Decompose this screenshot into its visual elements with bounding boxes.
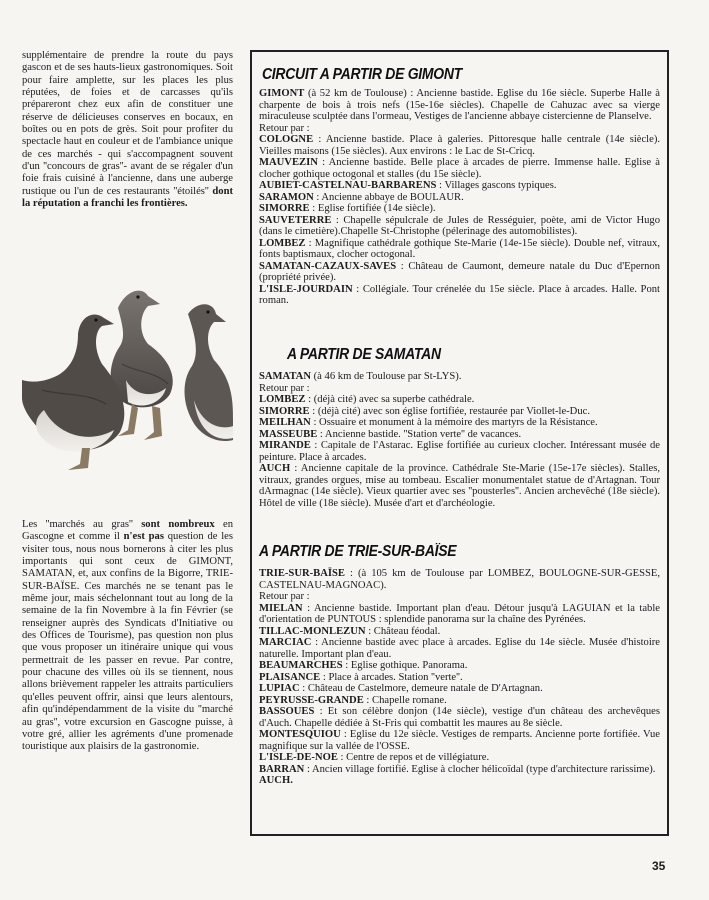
place-name: GIMONT [259, 88, 305, 99]
place-entry [259, 603, 660, 626]
markets-bold-2: n'est pas [123, 531, 164, 543]
place-entry [259, 637, 660, 660]
place-name: SIMORRE [259, 405, 310, 417]
place-entry [259, 394, 660, 406]
place-name: PLAISANCE [259, 671, 321, 683]
place-description: : Ancienne capitale de la province. Cathédrale Ste-Marie (15e-17e siècles). Stalles, vitraux, grandes orgues, mise au tombeau. Escalier monumentalet statue de d'Artagnan. Tour dArmagnac (14e siècle). Vieux quartier avec ses ''pousterles''. Ancien archevêché (18e siècle). Hôtel de ville (18e siècle). Musée d'art et d'archéologie. [259, 463, 660, 509]
place-entry [259, 463, 660, 509]
place-entry [259, 683, 660, 695]
place-name: PEYRUSSE-GRANDE [259, 694, 364, 706]
place-description: : (déjà cité) avec son église fortifiée, restaurée par Viollet-le-Duc. [309, 405, 590, 417]
place-entry [259, 775, 660, 787]
place-entry [259, 440, 660, 463]
retour-label: Retour par : [259, 591, 310, 602]
place-name: BEAUMARCHES [259, 660, 343, 671]
markets-text-column [22, 519, 233, 754]
section-body-samatan [259, 371, 660, 509]
place-description: : Château de Castelmore, demeure natale de D'Artagnan. [299, 683, 543, 694]
place-description: : Ancien village fortifié. Eglise à clocher hélicoïdal (type d'architecture rarissime). [304, 763, 656, 775]
goose-right [185, 304, 234, 441]
intro-paragraph [22, 50, 233, 210]
markets-text-mid: en Gascogne et comme il [22, 519, 233, 543]
section-title-gimont: CIRCUIT A PARTIR DE GIMONT [262, 66, 462, 83]
section-body-gimont [259, 88, 660, 307]
place-name: SAUVETERRE [259, 214, 332, 226]
place-entry [259, 406, 660, 418]
place-description: : (déjà cité) avec sa superbe cathédrale. [305, 394, 475, 405]
place-entry [259, 238, 660, 261]
place-entry [259, 706, 660, 729]
place-name: SAMATAN-CAZAUX-SAVES [259, 260, 397, 272]
goose-front [22, 315, 124, 470]
place-description: : Place à arcades. Station ''verte''. [320, 671, 463, 683]
section-title-trie: A PARTIR DE TRIE-SUR-BAÏSE [259, 543, 457, 560]
place-entry [259, 203, 660, 215]
intro-entry [259, 371, 660, 383]
place-description: : Ancienne bastide. Belle place à arcades de pierre. Immense halle. Eglise à clocher gothique octogonal et stalles (du 15e siècle). [259, 157, 660, 180]
markets-paragraph [22, 519, 233, 754]
place-description: : Château féodal. [365, 625, 441, 637]
place-name: COLOGNE [259, 134, 314, 145]
markets-text-start: Les ''marchés au gras'' [22, 519, 133, 530]
place-entry [259, 157, 660, 180]
place-name: AUCH. [259, 775, 293, 786]
place-description: : Centre de repos et de villégiature. [337, 752, 490, 763]
place-name: MEILHAN [259, 417, 311, 428]
place-description: : Ancienne bastide. Important plan d'eau. Détour jusqu'à LAGUIAN et la table d'orientation de PUNTOUS : splendide panorama sur la chaîne des Pyrénées. [259, 602, 660, 625]
place-description: (à 46 km de Toulouse par St-LYS). [311, 371, 462, 382]
place-entry [259, 192, 660, 204]
intro-entry [259, 568, 660, 591]
intro-text-column [22, 50, 233, 210]
entry-list [259, 394, 660, 509]
place-description: : Et son célèbre donjon (14e siècle), vestige d'un château des archevêques d'Auch. Chapelle dédiée à St-Fris qui combattit les maures au 8e siècle. [259, 706, 660, 729]
place-description: : Capitale de l'Astarac. Eglise fortifiée au curieux clocher. Intéressant musée de peinture. Place à arcades. [259, 440, 660, 463]
place-name: TILLAC-MONLEZUN [259, 625, 366, 637]
entry-list [259, 603, 660, 787]
place-name: SARAMON [259, 191, 314, 203]
place-description: : Villages gascons typiques. [436, 180, 557, 191]
place-entry [259, 261, 660, 284]
place-entry [259, 672, 660, 684]
markets-text-rest: question de les visiter tous, nous nous bornerons à citer les plus importants qui sont ceux de GIMONT, SAMATAN, et, aux confins de la Bigorre, TRIE-SUR-BAÏSE. Ces marchés ne se tenant pas le même jour, mais séchelonnant tout au long de la semaine de la fin Novembre à la fin Février (se renseigner auprès des Syndicats d'Initiative ou des Offices de Tourisme), pas question non plus que vous proposer un itinéraire unique qui vous permettrait de les passer en revue. Par contre, pour chacune des villes où ils se tiennent, nous allons brièvement rappeler les attraits particuliers qu'elles peuvent offrir, ainsi que leurs alentours, afin qu'indépendamment de la visite du ''marché au gras'', votre excursion en Gascogne puisse, à votre gré, allier les agréments d'une promenade touristique aux plaisirs de la gastronomie. [22, 531, 233, 753]
page-number: 35 [652, 859, 666, 873]
place-name: L'ISLE-JOURDAIN [259, 283, 353, 295]
geese-photo [22, 280, 233, 475]
entry-list [259, 134, 660, 307]
place-description: : Eglise fortifiée (14e siècle). [309, 203, 436, 214]
retour-label: Retour par : [259, 382, 310, 394]
place-name: L'ISLE-DE-NOE [259, 752, 338, 763]
place-name: MIELAN [259, 602, 303, 614]
markets-bold-1: sont nombreux [141, 519, 215, 530]
place-entry [259, 695, 660, 707]
place-name: BARRAN [259, 763, 305, 775]
retour-label: Retour par : [259, 122, 310, 134]
place-description: : Château de Caumont, demeure natale du Duc d'Epernon (propriété privée). [259, 260, 660, 283]
place-entry [259, 134, 660, 157]
section-title-samatan: A PARTIR DE SAMATAN [287, 346, 441, 363]
place-entry [259, 417, 660, 429]
place-entry [259, 752, 660, 764]
place-entry [259, 626, 660, 638]
place-entry [259, 764, 660, 776]
place-entry [259, 284, 660, 307]
place-name: AUCH [259, 463, 291, 474]
place-name: LOMBEZ [259, 394, 306, 405]
place-name: MASSEUBE [259, 428, 318, 440]
place-name: TRIE-SUR-BAÏSE [259, 568, 345, 579]
intro-text: supplémentaire de prendre la route du pays gascon et de ses hauts-lieux gastronomiques. Soit pour faire amplette, sur les places les plus réputées, de foies et de carcasses qu'ils prépareront chez eux afin de constituer une réserve de délicieuses conserves en bocaux, en boîtes ou en pots de grès. Soit pour profiter du spectacle haut en couleur et de l'ambiance unique de ces marchés - qui s'accompagnent souvent d'un ''concours de gras''- avant de se régaler d'un foie frais cuisiné à l'ancienne, dans une auberge rustique ou l'un de ces restaurants ''étoilés'' [22, 50, 233, 197]
place-description: : Ancienne bastide. Place à galeries. Pittoresque halle centrale (14e siècle). Vieilles maisons (15e siècles). Aux environs : le Lac de St-Cricq. [259, 134, 660, 157]
intro-bold-text: dont la réputation a franchi les frontières. [22, 185, 233, 210]
place-entry [259, 429, 660, 441]
place-description: : Eglise du 12e siècle. Vestiges de remparts. Ancienne porte fortifiée. Vue magnifique sur la vallée de l'OSSE. [259, 729, 660, 752]
place-name: LUPIAC [259, 683, 300, 694]
place-description: : Magnifique cathédrale gothique Ste-Marie (14e-15e siècle). Double nef, vitraux, fonts baptismaux, clocher octogonal. [259, 237, 660, 260]
place-description: : Ossuaire et monument à la mémoire des martyrs de la Résistance. [310, 417, 598, 428]
place-name: MAUVEZIN [259, 157, 318, 168]
intro-entry [259, 88, 660, 123]
place-name: LOMBEZ [259, 237, 306, 249]
place-name: SIMORRE [259, 203, 310, 214]
place-entry [259, 215, 660, 238]
place-description: : Chapelle sépulcrale de Jules de Rességuier, poète, ami de Victor Hugo (dans le cimetière).Chapelle St-Christophe (pélerinage des automobilistes). [259, 214, 660, 237]
place-description: : Ancienne abbaye de BOULAUR. [313, 191, 464, 203]
place-entry [259, 729, 660, 752]
place-description: : Collégiale. Tour crénelée du 15e siècle. Place à arcades. Halle. Pont roman. [259, 283, 660, 306]
place-name: MARCIAC [259, 637, 312, 648]
place-entry [259, 660, 660, 672]
place-description: : Ancienne bastide. ''Station verte'' de vacances. [317, 428, 522, 440]
place-description: : Eglise gothique. Panorama. [342, 660, 468, 671]
place-description: (à 52 km de Toulouse) : Ancienne bastide. Eglise du 16e siècle. Superbe Halle à charpente de bois à trois nefs (15e-16e siècles). Chapelle de Cahuzac avec sa vierge miraculeuse sculptée dans l'ormeau, Vestiges de l'ancienne abbaye cistercienne de Planselve. [259, 88, 660, 122]
place-description: : Ancienne bastide avec place à arcades. Eglise du 14e siècle. Musée d'histoire naturelle. Important plan d'eau. [259, 637, 660, 660]
place-description: : (à 105 km de Toulouse par LOMBEZ, BOULOGNE-SUR-GESSE, CASTELNAU-MAGNOAC). [259, 568, 660, 591]
place-description: : Chapelle romane. [363, 694, 447, 706]
place-name: MONTESQUIOU [259, 729, 341, 740]
place-name: SAMATAN [259, 371, 311, 382]
place-name: BASSOUES [259, 706, 315, 717]
place-name: MIRANDE [259, 440, 311, 451]
section-body-trie [259, 568, 660, 787]
place-entry [259, 180, 660, 192]
place-name: AUBIET-CASTELNAU-BARBARENS [259, 180, 437, 191]
